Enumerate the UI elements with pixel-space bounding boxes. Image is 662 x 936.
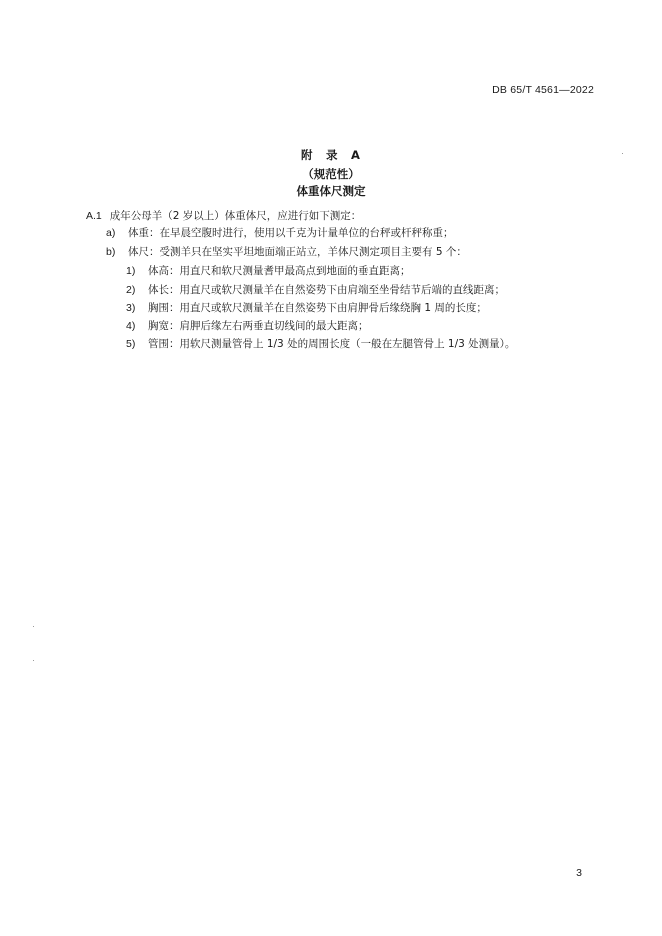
list-item-a [106, 226, 454, 241]
document-code: DB 65/T 4561—2022 [492, 84, 594, 96]
item-text: 胸宽：肩胛后缘左右两垂直切线间的最大距离； [148, 320, 369, 332]
item-marker: 1) [126, 265, 136, 277]
item-text: 体高：用直尺和软尺测量耆甲最高点到地面的垂直距离； [148, 265, 411, 277]
list-item-b [106, 245, 467, 260]
item-text: 管围：用软尺测量管骨上 1/3 处的周围长度（一般在左腿管骨上 1/3 处测量）。 [148, 338, 516, 350]
sub-item-1 [126, 264, 411, 279]
annex-kind: （规范性） [302, 167, 360, 181]
item-text: 体重：在早晨空腹时进行，使用以千克为计量单位的台秤或杆秤称重； [128, 227, 454, 239]
sub-item-2 [126, 283, 505, 298]
page-number: 3 [576, 867, 582, 879]
sub-item-5 [126, 337, 515, 352]
item-marker: a) [106, 227, 116, 239]
item-text: 胸围：用直尺或软尺测量羊在自然姿势下由肩胛骨后缘绕胸 1 周的长度； [148, 302, 487, 314]
item-marker: 5) [126, 338, 136, 350]
annex-heading: 体重体尺测定 [296, 184, 366, 198]
sub-item-3 [126, 301, 487, 316]
clause-a1 [86, 209, 361, 224]
item-marker: 4) [126, 320, 136, 332]
sub-item-4 [126, 319, 369, 334]
annex-title: 附 录 A [301, 148, 361, 162]
item-text: 体长：用直尺或软尺测量羊在自然姿势下由肩端至坐骨结节后端的直线距离； [148, 284, 505, 296]
item-text: 体尺：受测羊只在坚实平坦地面端正站立，羊体尺测定项目主要有 5 个： [128, 246, 467, 258]
clause-number: A.1 [86, 210, 102, 222]
scan-speck [622, 153, 623, 154]
clause-text: 成年公母羊（2 岁以上）体重体尺，应进行如下测定： [109, 210, 362, 222]
item-marker: 3) [126, 302, 136, 314]
scan-speck [33, 626, 34, 627]
scan-speck [33, 660, 34, 661]
item-marker: b) [106, 246, 116, 258]
item-marker: 2) [126, 284, 136, 296]
